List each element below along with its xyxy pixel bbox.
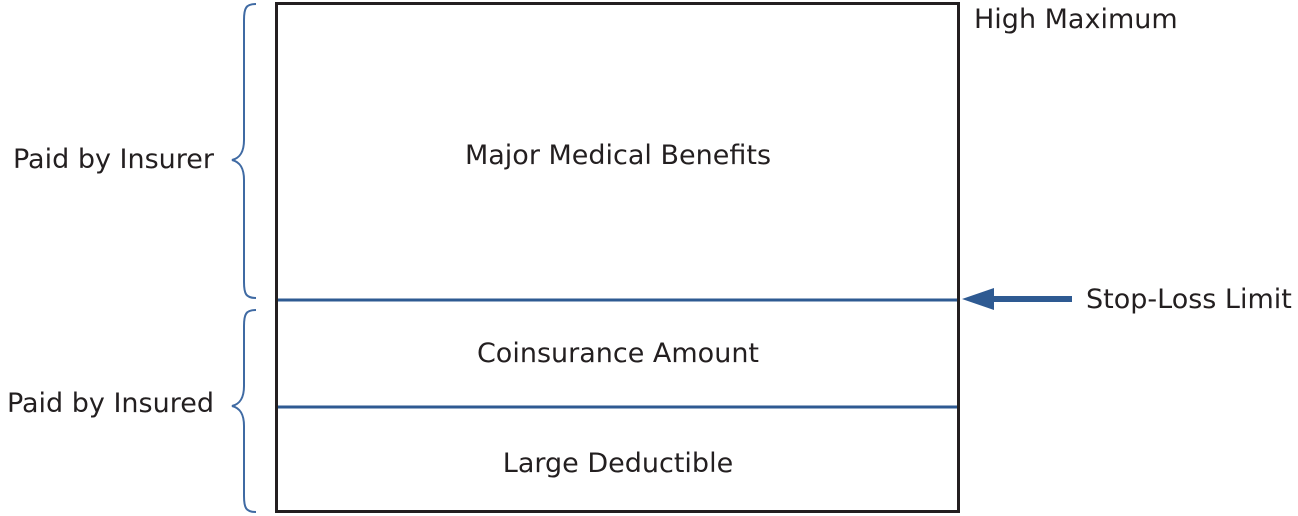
coinsurance-amount-label: Coinsurance Amount bbox=[476, 338, 760, 369]
coverage-box bbox=[277, 4, 959, 512]
insurer-bracket bbox=[232, 4, 256, 298]
stop-loss-limit-label: Stop-Loss Limit bbox=[1086, 284, 1292, 315]
paid-by-insurer-label: Paid by Insurer bbox=[12, 144, 214, 175]
large-deductible-label: Large Deductible bbox=[502, 448, 734, 479]
high-maximum-label: High Maximum bbox=[974, 4, 1178, 35]
major-medical-benefits-label: Major Medical Benefits bbox=[464, 140, 772, 171]
insured-bracket bbox=[232, 310, 256, 512]
stop-loss-arrow-icon bbox=[962, 288, 1072, 310]
paid-by-insured-label: Paid by Insured bbox=[6, 388, 214, 419]
